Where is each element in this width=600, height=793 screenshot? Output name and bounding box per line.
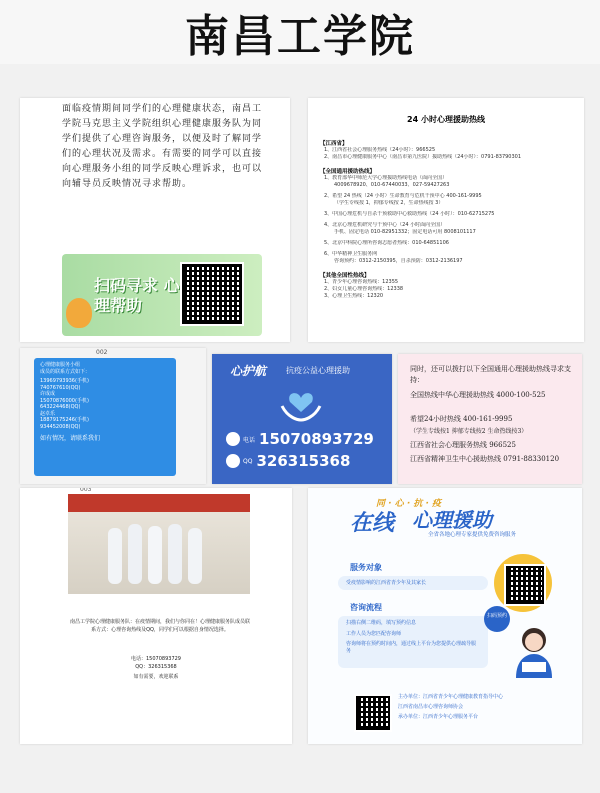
hotline-line: 4009678920、010-67440033、027-59427263 xyxy=(334,182,450,188)
hotline-line: 1、青少年心理咨询热线：12355 xyxy=(324,279,399,285)
photo-line: 电话：15070893729 xyxy=(131,656,181,662)
phone-icon-label: 电话 xyxy=(243,436,256,444)
process-box xyxy=(338,616,488,668)
qq-icon xyxy=(226,454,240,468)
photo-line: QQ：326315368 xyxy=(135,664,177,670)
footer-line: 承办单位：江西青少年心理服务平台 xyxy=(398,714,479,720)
counselor-avatar xyxy=(508,622,560,678)
pink-line: 同时，还可以拨打以下全国通用心理援助热线寻求支持： xyxy=(410,365,571,384)
contact-line: 许成成 xyxy=(40,391,56,397)
hotline-line: 4、北京心理危机研究与干预中心（24 小时面向全国） xyxy=(324,222,446,228)
contact-footer: 如有情况，请联系我们 xyxy=(40,435,101,442)
hotline-line: 手机、固定电话 010-82951332；固定电话可用 8008101117 xyxy=(334,229,476,235)
hotline-line: 1、江西省社会心理服务热线（24小时）：966525 xyxy=(324,147,436,153)
hotline-line: 5、北京中科院心理所咨询志愿者热线：010-64851106 xyxy=(324,240,449,246)
online-tagline: 全省各地心理专家提供免费咨询服务 xyxy=(428,532,517,538)
qq-icon-label: QQ xyxy=(243,457,253,465)
photo-line: 如有需要，欢迎联系 xyxy=(133,674,179,680)
notice-text: 面临疫情期间同学们的心理健康状态，南昌工学院马克思主义学院组织心理健康服务队为同学们提供了心理咨询服务，以便及时了解同学们的心理状况及需求。有需要的同学可以直接向心理服务小组的同学反映心理诉求，也可以向辅导员反映情况寻求帮助。 xyxy=(62,104,263,189)
online-headline-left: 在线 xyxy=(350,511,395,536)
banner-text: 扫码寻求 心理帮助 xyxy=(94,276,180,315)
online-aid-panel xyxy=(308,488,582,744)
contact-line: 赵卓乐 xyxy=(40,410,56,417)
contact-line: 643224468(QQ) xyxy=(40,404,81,410)
page-title: 南昌工学院 xyxy=(185,11,415,62)
hotline-line: 咨询预约：0312-2150395，自杀预防：0312-2136197 xyxy=(334,258,463,264)
pink-line: 江西省精神卫生中心援助热线 0791-88330120 xyxy=(410,455,560,463)
hotline-line: 6、中华精神卫生服务网 xyxy=(324,251,378,257)
hotline-line: 1、教育部华中师范大学心理援助热线电话（面向全国） xyxy=(324,175,448,181)
section-title-national: 【全国通用援助热线】 xyxy=(320,169,376,175)
heart-guard-panel xyxy=(212,354,392,484)
staff-photo xyxy=(68,494,250,594)
pink-line: 江西省社会心理服务热线 966525 xyxy=(410,441,516,449)
service-text: 受疫情影响的江西省青少年及其家长 xyxy=(346,580,427,586)
qr-code-3[interactable] xyxy=(354,694,392,732)
hotline-heading: 24 小时心理援助热线 xyxy=(407,115,485,124)
photo-text: 南昌工学院心理健康服务队：在疫情期间，我们与你同在！心理健康服务队成员联系方式：心理咨询热线及QQ，同学们可以根据自身情况选择。 xyxy=(70,619,251,633)
mascot-icon xyxy=(66,298,92,328)
contact-line: 18879175246(手机) xyxy=(40,417,89,423)
process-title: 咨询流程 xyxy=(350,603,382,612)
process-step: 咨询师将在预约时间内，通过线上平台为您提供心理疏导服务 xyxy=(346,641,477,654)
footer-line: 主办单位：江西省青少年心理健康教育指导中心 xyxy=(398,694,504,700)
scan-banner-strip xyxy=(62,254,262,336)
contact-card-panel xyxy=(20,348,206,484)
qr-code-2[interactable] xyxy=(504,564,546,606)
phone-icon xyxy=(226,432,240,446)
contact-line: 15070876000(手机) xyxy=(40,397,89,404)
service-title: 服务对象 xyxy=(350,563,382,572)
process-step: 工作人员为您匹配咨询师 xyxy=(346,630,402,637)
process-step: 扫描右侧二维码，填写预约信息 xyxy=(346,620,417,626)
panel-label-002: 002 xyxy=(96,349,108,356)
contact-line: 成员的联系方式如下： xyxy=(40,368,91,375)
photo-panel xyxy=(20,488,292,744)
section-title-jiangxi: 【江西省】 xyxy=(320,141,348,147)
online-headline-right: 心理援助 xyxy=(412,508,492,532)
section-title-other: 【其他全国性热线】 xyxy=(320,273,370,279)
online-slogan: 同 · 心 · 抗 · 疫 xyxy=(376,499,442,509)
hotline-line: 3、心理卫生热线：12320 xyxy=(324,293,384,299)
pink-line: 全国热线中华心理援助热线 4000-100-525 xyxy=(410,391,546,399)
contact-line: 心理健康服务小组 xyxy=(40,362,81,368)
hotline-panel xyxy=(308,98,584,342)
pink-line: 希望24小时热线 400-161-9995 xyxy=(410,415,513,423)
phone-number[interactable]: 15070893729 xyxy=(259,430,374,448)
title-band xyxy=(0,0,600,64)
heart-hands-icon xyxy=(278,384,324,424)
pink-hotline-panel xyxy=(398,354,582,484)
contact-line: 934452008(QQ) xyxy=(40,423,81,430)
contact-line: 13969793936(手机) xyxy=(40,378,89,384)
qr-code-1[interactable] xyxy=(180,262,244,326)
panel-label-003: 003 xyxy=(80,488,92,493)
qq-number[interactable]: 326315368 xyxy=(256,452,351,470)
phone-row xyxy=(226,430,374,448)
footer-line: 江西省南昌市心理咨询师协会 xyxy=(398,704,464,710)
service-box xyxy=(338,576,488,590)
hotline-line: 2、妇女儿童心理咨询热线：12338 xyxy=(324,286,404,292)
heart-guard-brand: 心护航 xyxy=(230,364,267,378)
heart-guard-subtitle: 抗疫公益心理援助 xyxy=(286,366,350,375)
hotline-line: （学生专线按 1，抑郁专线按 2，生命热线按 3） xyxy=(334,200,444,206)
contact-line: 740767610(QQ) xyxy=(40,384,81,391)
blue-card xyxy=(34,358,176,476)
hotline-line: 2、希望 24 热线（24 小时）生命教育与危机干预中心 400-161-9995 xyxy=(324,193,482,199)
qq-row xyxy=(226,452,350,470)
qr-caption-badge xyxy=(484,606,510,632)
hotline-line: 2、南昌市心理健康服务中心（南昌市第九医院）援助热线（24小时）：0791-83790301 xyxy=(324,154,522,160)
hotline-line: 3、中国心理危机与自杀干预救助中心救助热线（24 小时）：010-62715275 xyxy=(324,211,495,217)
pink-line: （学生专线按1 抑郁专线按2 生命热线按3） xyxy=(410,428,528,435)
qr-caption: 扫码预约 xyxy=(487,613,508,619)
